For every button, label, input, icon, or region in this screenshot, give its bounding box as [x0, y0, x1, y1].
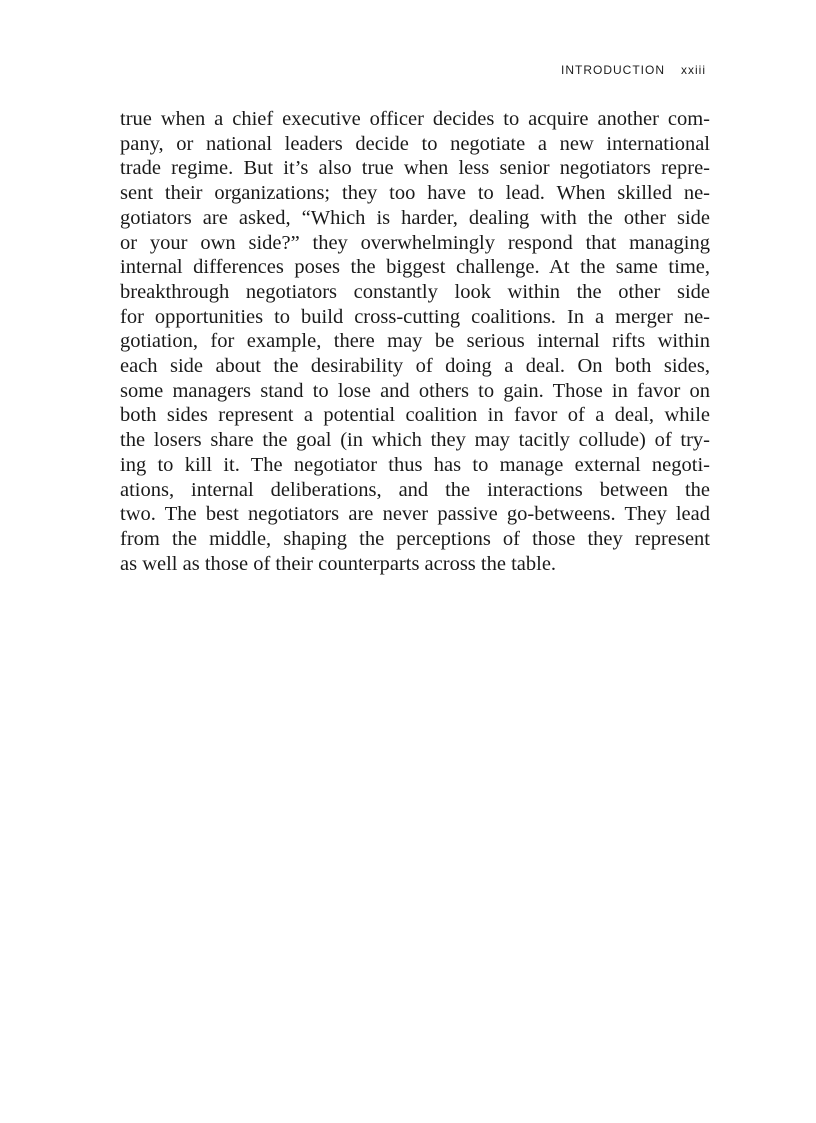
text-line: both sides represent a potential coalition in favor of a deal, while [120, 404, 710, 427]
text-line: gotiation, for example, there may be serious internal rifts within [120, 330, 710, 353]
text-line: trade regime. But it’s also true when less senior negotiators repre- [120, 157, 710, 180]
text-line: ing to kill it. The negotiator thus has to manage external negoti- [120, 453, 710, 476]
text-line: gotiators are asked, “Which is harder, dealing with the other side [120, 206, 710, 229]
running-head [561, 63, 706, 77]
text-line: breakthrough negotiators constantly look within the other side [120, 280, 710, 303]
body-paragraph [120, 107, 710, 576]
text-line: sent their organizations; they too have to lead. When skilled ne- [120, 182, 710, 205]
text-line: or your own side?” they overwhelmingly respond that managing [120, 231, 710, 254]
text-line: as well as those of their counterparts across the table. [120, 552, 557, 575]
text-line: true when a chief executive officer decides to acquire another com- [120, 108, 710, 130]
text-line: for opportunities to build cross-cutting coalitions. In a merger ne- [120, 305, 710, 328]
text-line: the losers share the goal (in which they may tacitly collude) of try- [120, 429, 710, 452]
text-line: each side about the desirability of doing a deal. On both sides, [120, 355, 710, 378]
running-head-section: INTRODUCTION [561, 63, 665, 77]
text-line: from the middle, shaping the perceptions of those they represent [120, 527, 710, 550]
text-line: pany, or national leaders decide to negotiate a new international [120, 132, 710, 155]
text-line: ations, internal deliberations, and the interactions between the [120, 478, 710, 501]
page-number: xxiii [681, 63, 706, 77]
text-line: two. The best negotiators are never passive go-betweens. They lead [120, 503, 710, 526]
text-line: internal differences poses the biggest challenge. At the same time, [120, 256, 710, 279]
text-line: some managers stand to lose and others to gain. Those in favor on [120, 379, 710, 402]
